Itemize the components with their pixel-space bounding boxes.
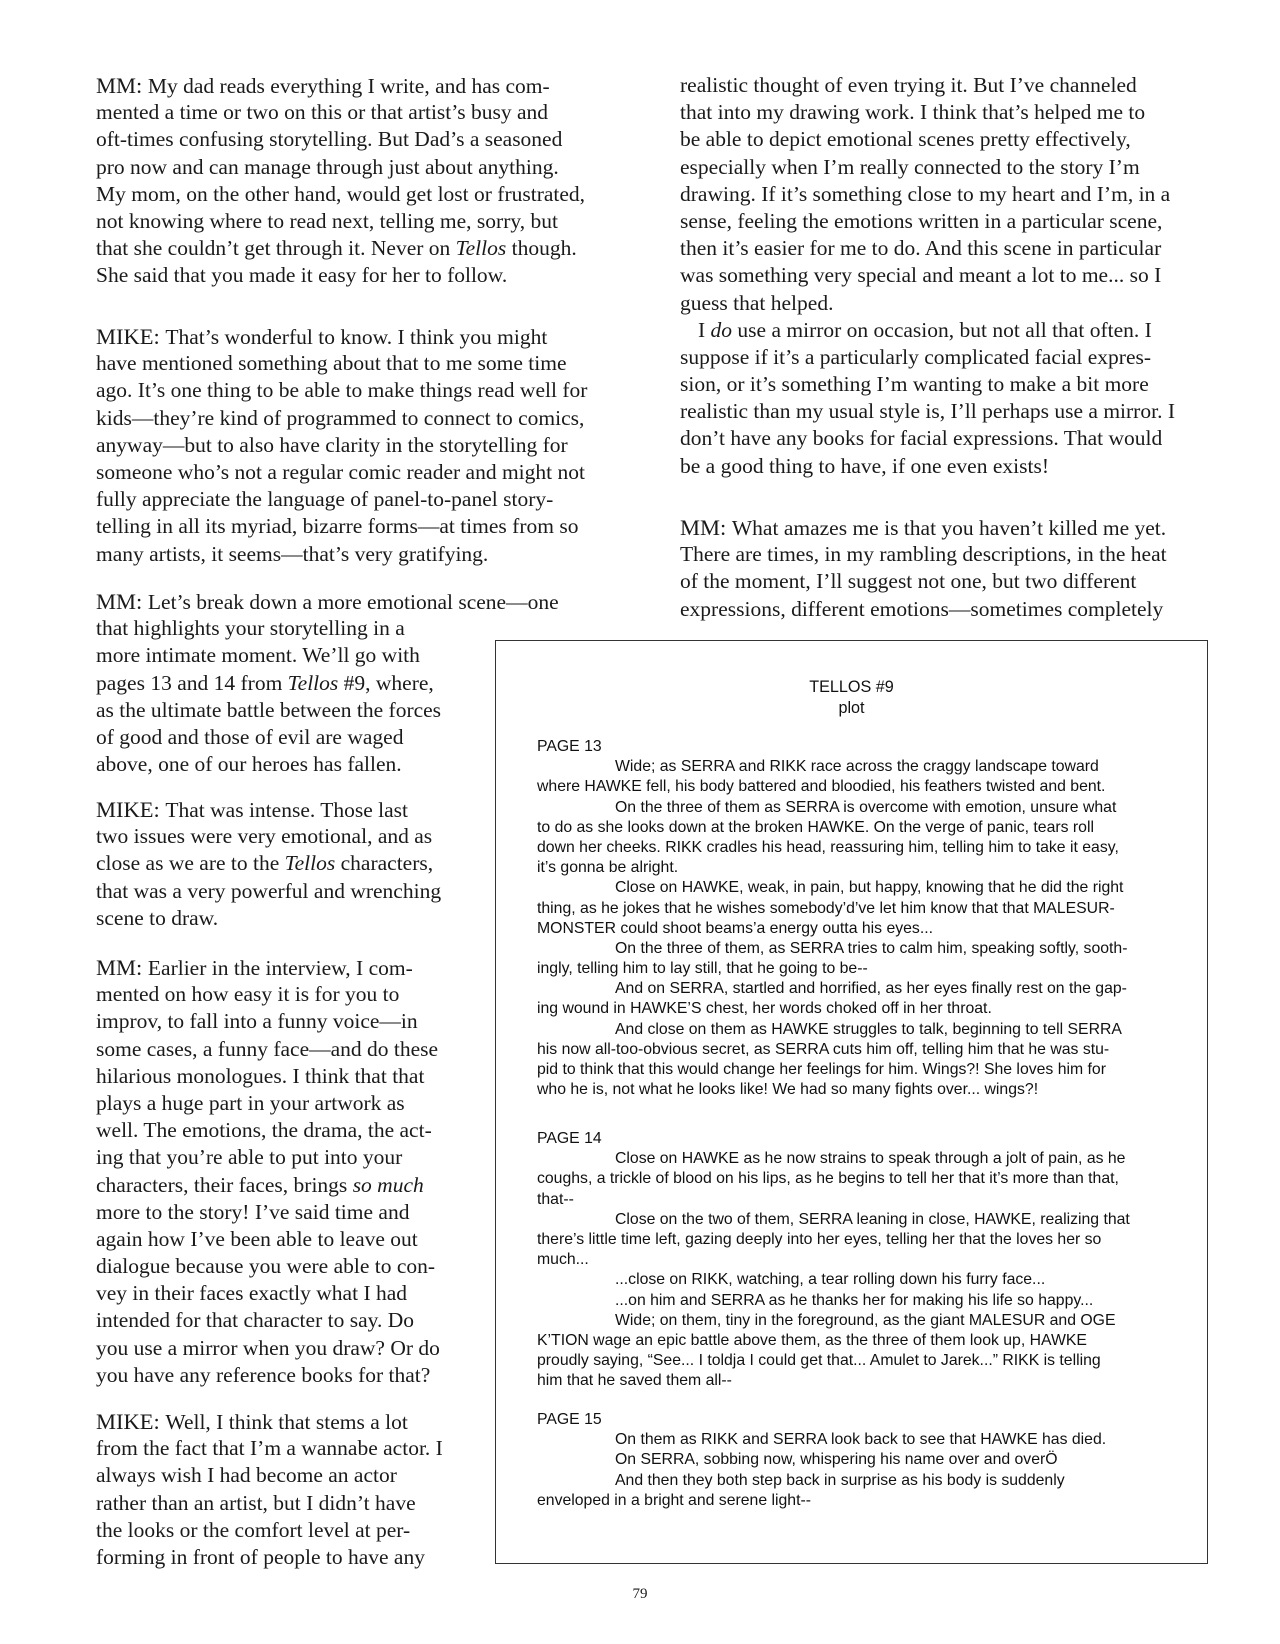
plot-line: that-- — [537, 1190, 574, 1208]
interview-paragraph — [96, 1408, 443, 1571]
text-line: MIKE: Well, I think that stems a lot — [96, 1409, 408, 1434]
text-line: MM: Earlier in the interview, I com- — [96, 955, 413, 980]
text-line: ago. It’s one thing to be able to make things read well for — [96, 378, 588, 403]
speaker-label: MIKE: — [96, 324, 166, 349]
text-line: especially when I’m really connected to the story I’m — [680, 154, 1140, 179]
text-line: that was a very powerful and wrenching — [96, 878, 442, 903]
plot-line: On the three of them as SERRA is overcome with emotion, unsure what — [615, 798, 1117, 816]
plot-line: there’s little time left, gazing deeply into her eyes, telling her that the loves her so — [537, 1230, 1102, 1248]
plot-section — [537, 1410, 1106, 1511]
plot-title-text: TELLOS #9 — [809, 678, 894, 696]
plot-line: ...on him and SERRA as he thanks her for making his life so happy... — [615, 1291, 1094, 1309]
plot-line: Close on HAWKE as he now strains to speak through a jolt of pain, as he — [615, 1150, 1126, 1168]
interview-paragraph — [680, 514, 1167, 623]
speaker-label: MM: — [96, 589, 148, 614]
speaker-label: MM: — [96, 955, 148, 980]
text-line: pro now and can manage through just about anything. — [96, 154, 559, 179]
text-line: then it’s easier for me to do. And this scene in particular — [680, 236, 1162, 261]
interview-paragraph — [96, 323, 587, 568]
text-line: characters, their faces, brings so much — [96, 1172, 424, 1197]
text-line: kids—they’re kind of programmed to connect to comics, — [96, 405, 585, 430]
text-line: mented on how easy it is for you to — [96, 982, 400, 1007]
text-line: MIKE: That was intense. Those last — [96, 797, 408, 822]
plot-subtitle: plot — [838, 699, 865, 717]
plot-line: ing wound in HAWKE’S chest, her words choked off in her throat. — [537, 1000, 992, 1018]
text-line: intended for that character to say. Do — [96, 1308, 414, 1333]
text-line: have mentioned something about that to me some time — [96, 351, 567, 376]
plot-line: his now all-too-obvious secret, as SERRA cuts him off, telling him that he was stu- — [537, 1040, 1110, 1058]
speaker-label: MM: — [96, 73, 148, 98]
plot-line: MONSTER could shoot beams’a energy outta his eyes... — [537, 919, 933, 937]
text-line: some cases, a funny face—and do these — [96, 1036, 439, 1061]
interview-paragraph — [96, 72, 585, 290]
text-line: that into my drawing work. I think that’s helped me to — [680, 100, 1146, 125]
text-line: oft-times confusing storytelling. But Dad’s a seasoned — [96, 127, 563, 152]
plot-line: enveloped in a bright and serene light-- — [537, 1491, 811, 1509]
text-line: suppose if it’s a particularly complicated facial expres- — [680, 344, 1152, 369]
interview-paragraph — [96, 954, 440, 1389]
plot-line: And on SERRA, startled and horrified, as her eyes finally rest on the gap- — [615, 980, 1127, 998]
interview-paragraph — [96, 588, 559, 778]
text-line: sense, feeling the emotions written in a particular scene, — [680, 208, 1163, 233]
plot-line: And close on them as HAWKE struggles to talk, beginning to tell SERRA — [615, 1020, 1122, 1038]
plot-line: K’TION wage an epic battle above them, as the three of them look up, HAWKE — [537, 1331, 1087, 1349]
text-line: you have any reference books for that? — [96, 1362, 431, 1387]
text-line: of the moment, I’ll suggest not one, but two different — [680, 569, 1137, 594]
text-line: expressions, different emotions—sometimes completely — [680, 596, 1164, 621]
text-line: sion, or it’s something I’m wanting to make a bit more — [680, 372, 1149, 397]
text-line: as the ultimate battle between the forces — [96, 697, 442, 722]
text-line: two issues were very emotional, and as — [96, 824, 433, 849]
text-line: be a good thing to have, if one even exists! — [680, 453, 1049, 478]
plot-section-heading: PAGE 13 — [537, 738, 602, 755]
text-line: rather than an artist, but I didn’t have — [96, 1490, 416, 1515]
plot-line: Wide; as SERRA and RIKK race across the craggy landscape toward — [615, 758, 1099, 776]
text-line: My mom, on the other hand, would get lost or frustrated, — [96, 181, 586, 206]
text-line: guess that helped. — [680, 290, 834, 315]
plot-line: Close on HAWKE, weak, in pain, but happy, knowing that he did the right — [615, 879, 1124, 897]
plot-line: And then they both step back in surprise as his body is suddenly — [615, 1471, 1065, 1489]
text-line: plays a huge part in your artwork as — [96, 1090, 405, 1115]
text-line: I do use a mirror on occasion, but not all that often. I — [698, 317, 1152, 342]
text-line: There are times, in my rambling descriptions, in the heat — [680, 542, 1167, 567]
text-line: anyway—but to also have clarity in the storytelling for — [96, 432, 568, 457]
plot-section-heading: PAGE 14 — [537, 1130, 602, 1147]
text-line: scene to draw. — [96, 905, 219, 930]
plot-line: down her cheeks. RIKK cradles his head, reassuring him, telling him to take it easy, — [537, 838, 1119, 856]
text-line: again how I’ve been able to leave out — [96, 1226, 418, 1251]
plot-line: ...close on RIKK, watching, a tear rolling down his furry face... — [615, 1271, 1046, 1289]
text-line: ing that you’re able to put into your — [96, 1145, 403, 1170]
text-line: you use a mirror when you draw? Or do — [96, 1335, 440, 1360]
speaker-label: MM: — [680, 515, 732, 540]
text-line: MIKE: That’s wonderful to know. I think you might — [96, 324, 548, 349]
text-line: MM: Let’s break down a more emotional scene—one — [96, 589, 559, 614]
plot-line: Close on the two of them, SERRA leaning in close, HAWKE, realizing that — [615, 1210, 1130, 1228]
speaker-label: MIKE: — [96, 797, 166, 822]
plot-line: thing, as he jokes that he wishes somebody’d’ve let him know that that MALESUR- — [537, 899, 1115, 917]
text-line: from the fact that I’m a wannabe actor. I — [96, 1436, 443, 1461]
plot-line: ingly, telling him to lay still, that he going to be-- — [537, 960, 868, 978]
text-line: don’t have any books for facial expressions. That would — [680, 426, 1163, 451]
plot-line: On SERRA, sobbing now, whispering his name over and overÖ — [615, 1451, 1058, 1469]
text-line: MM: What amazes me is that you haven’t killed me yet. — [680, 515, 1167, 540]
plot-line: Wide; on them, tiny in the foreground, as the giant MALESUR and OGE — [615, 1311, 1116, 1329]
plot-line: coughs, a trickle of blood on his lips, as he begins to tell her that it’s more than that, — [537, 1170, 1119, 1188]
text-line: not knowing where to read next, telling me, sorry, but — [96, 208, 558, 233]
text-line: vey in their faces exactly what I had — [96, 1281, 408, 1306]
text-line: more to the story! I’ve said time and — [96, 1199, 410, 1224]
text-line: fully appreciate the language of panel-to-panel story- — [96, 487, 554, 512]
plot-line: to do as she looks down at the broken HAWKE. On the verge of panic, tears roll — [537, 818, 1094, 836]
text-line: drawing. If it’s something close to my heart and I’m, in a — [680, 181, 1171, 206]
text-line: be able to depict emotional scenes pretty effectively, — [680, 127, 1131, 152]
plot-line: On the three of them, as SERRA tries to calm him, speaking softly, sooth- — [615, 939, 1128, 957]
plot-section — [537, 1129, 1130, 1391]
plot-line: much... — [537, 1251, 589, 1269]
plot-title — [496, 677, 1207, 719]
text-line: realistic thought of even trying it. But I’ve channeled — [680, 73, 1137, 97]
plot-line: pid to think that this would change her feelings for him. Wings?! She loves him for — [537, 1061, 1106, 1078]
page-number: 79 — [632, 1586, 648, 1602]
text-line: that highlights your storytelling in a — [96, 616, 405, 641]
text-line: pages 13 and 14 from Tellos #9, where, — [96, 670, 434, 695]
plot-line: where HAWKE fell, his body battered and bloodied, his feathers twisted and bent. — [537, 778, 1106, 796]
plot-script-box — [495, 640, 1208, 1564]
text-line: more intimate moment. We’ll go with — [96, 643, 420, 668]
text-line: mented a time or two on this or that artist’s busy and — [96, 100, 549, 125]
text-line: that she couldn’t get through it. Never on Tellos though. — [96, 236, 577, 261]
text-line: She said that you made it easy for her to follow. — [96, 263, 508, 288]
text-line: improv, to fall into a funny voice—in — [96, 1009, 418, 1034]
text-line: always wish I had become an actor — [96, 1463, 397, 1488]
text-line: MM: My dad reads everything I write, and has com- — [96, 73, 550, 98]
plot-line: it’s gonna be alright. — [537, 859, 679, 877]
text-line: dialogue because you were able to con- — [96, 1254, 436, 1279]
plot-line: On them as RIKK and SERRA look back to see that HAWKE has died. — [615, 1431, 1107, 1449]
plot-line: proudly saying, “See... I toldja I could get that... Amulet to Jarek...” RIKK is telling — [537, 1352, 1101, 1370]
interview-paragraph — [96, 796, 441, 932]
text-line: above, one of our heroes has fallen. — [96, 752, 402, 777]
interview-paragraph — [680, 72, 1175, 480]
speaker-label: MIKE: — [96, 1409, 166, 1434]
text-line: someone who’s not a regular comic reader and might not — [96, 459, 585, 484]
plot-line: him that he saved them all-- — [537, 1372, 732, 1390]
text-line: was something very special and meant a lot to me... so I — [680, 263, 1162, 288]
text-line: the looks or the comfort level at per- — [96, 1517, 411, 1542]
text-line: realistic than my usual style is, I’ll perhaps use a mirror. I — [680, 399, 1175, 424]
text-line: well. The emotions, the drama, the act- — [96, 1118, 432, 1143]
text-line: hilarious monologues. I think that that — [96, 1063, 425, 1088]
text-line: telling in all its myriad, bizarre forms—at times from so — [96, 514, 579, 539]
text-line: close as we are to the Tellos characters, — [96, 851, 434, 876]
plot-line: who he is, not what he looks like! We had so many fights over... wings?! — [537, 1081, 1039, 1099]
text-line: of good and those of evil are waged — [96, 724, 404, 749]
text-line: many artists, it seems—that’s very gratifying. — [96, 541, 489, 566]
plot-section — [537, 737, 1127, 1100]
text-line: forming in front of people to have any — [96, 1544, 425, 1569]
plot-section-heading: PAGE 15 — [537, 1411, 602, 1428]
